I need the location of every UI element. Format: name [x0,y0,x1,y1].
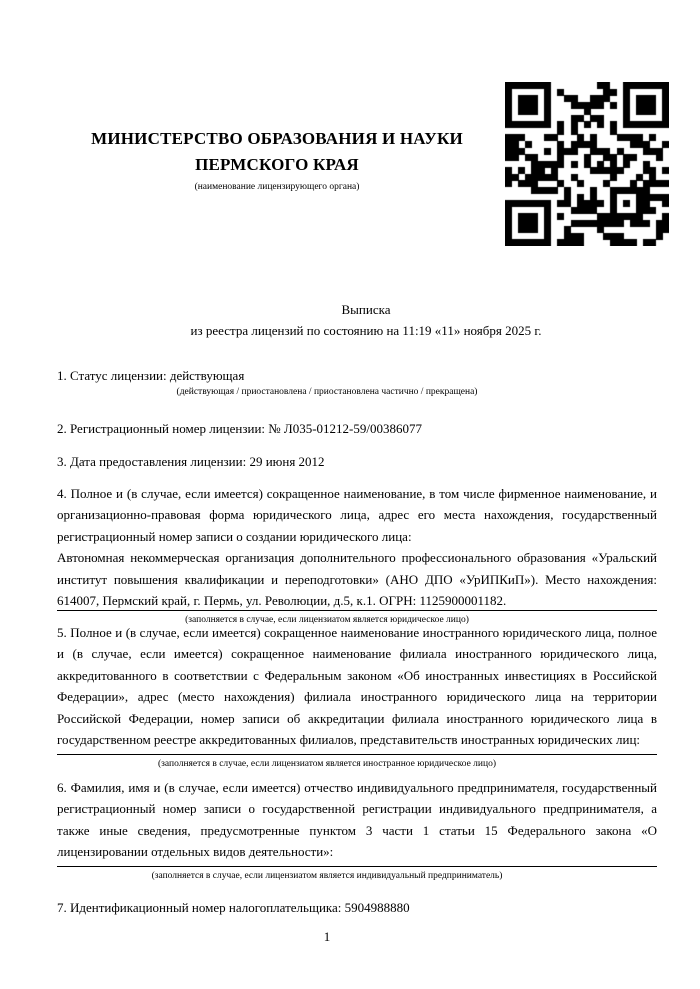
item-legal-entity-answer: Автономная некоммерческая организация дополнительного профессионального образования «Уральский институт повышения квалификации и переподготовки» (АНО ДПО «УрИПКиП»). Место нахождения: 614007, Пермский край, г. Пермь, ул. Революции, д.5, к.1. ОГРН: 1125900001182. [57,550,657,609]
item-foreign-entity-question: 5. Полное и (в случае, если имеется) сокращенное наименование иностранного юридического лица, полное и (в случае, если имеется) сокращенное наименование филиала иностранного юридического лица, аккредитованного в соответствии с Федеральным законом «Об иностранных инвестициях в Российской Федерации», адрес (место нахождения) филиала иностранного юридического лица на территории Российской Федерации, номер записи об аккредитации филиала иностранного юридического лица в государственном реестре аккредитованных филиалов, представительств иностранных юридических лиц: [57,625,657,748]
item-foreign-entity-caption: (заполняется в случае, если лицензиатом является иностранное юридическое лицо) [158,759,496,769]
item-registration-number: 2. Регистрационный номер лицензии: № Л035-01212-59/00386077 [57,421,423,436]
authority-name-caption: (наименование лицензирующего органа) [194,182,360,192]
document-title-line1: Выписка [341,302,391,317]
item-license-status-caption: (действующая / приостановлена / приостановлена частично / прекращена) [176,387,478,397]
item-legal-entity-caption: (заполняется в случае, если лицензиатом является юридическое лицо) [185,615,469,625]
item-taxpayer-inn: 7. Идентификационный номер налогоплательщика: 5904988880 [57,900,410,915]
blank-line-rule [57,610,657,611]
page-number: 1 [323,929,331,944]
authority-header [57,126,497,192]
item-legal-entity [57,483,657,611]
authority-name: МИНИСТЕРСТВО ОБРАЗОВАНИЯ И НАУКИ ПЕРМСКОГО КРАЯ [91,129,463,174]
document-title-line2: из реестра лицензий по состоянию на 11:19 «11» ноября 2025 г. [190,323,542,339]
document-title [66,299,666,342]
item-grant-date: 3. Дата предоставления лицензии: 29 июня 2012 [57,454,325,469]
blank-line-rule [57,754,657,755]
item-license-status: 1. Статус лицензии: действующая [57,368,245,383]
item-legal-entity-question: 4. Полное и (в случае, если имеется) сокращенное наименование, в том числе фирменное наименование, и организационно-правовая форма юридического лица, адрес его места нахождения, государственный регистрационный номер записи о создании юридического лица: [57,486,657,544]
qr-code-icon [505,82,669,246]
item-entrepreneur-question: 6. Фамилия, имя и (в случае, если имеется) отчество индивидуального предпринимателя, государственный регистрационный номер записи о государственной регистрации индивидуального предпринимателя, а также иные сведения, предусмотренные пунктом 3 части 1 статьи 15 Федерального закона «О лицензировании отдельных видов деятельности»: [57,780,657,860]
blank-line-rule [57,866,657,867]
item-entrepreneur-caption: (заполняется в случае, если лицензиатом является индивидуальный предприниматель) [151,871,503,881]
